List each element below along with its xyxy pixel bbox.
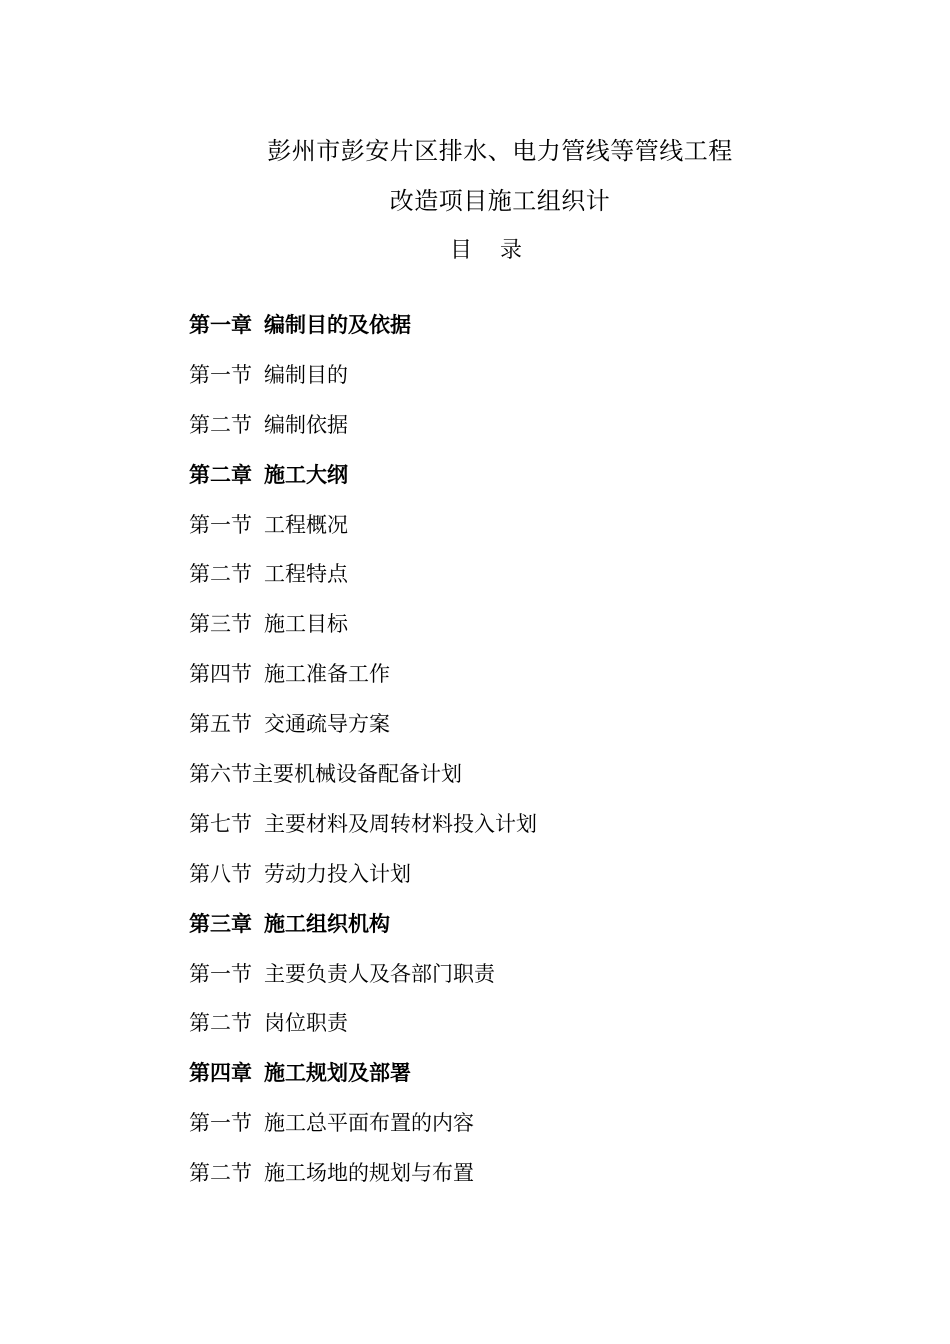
- toc-chapter-4[interactable]: [189, 1058, 889, 1108]
- toc-item-title: 岗位职责: [264, 1011, 348, 1036]
- toc-item-number: 第一节: [189, 512, 252, 537]
- document-title-line-2: 改造项目施工组织计: [389, 187, 611, 215]
- toc-section-3-2[interactable]: [189, 1008, 889, 1058]
- toc-section-2-5[interactable]: [189, 709, 889, 759]
- toc-chapter-3[interactable]: [189, 909, 889, 959]
- toc-chapter-2[interactable]: [189, 460, 889, 510]
- toc-item-number: 第五节: [189, 712, 252, 737]
- toc-item-title: 施工总平面布置的内容: [264, 1111, 474, 1136]
- toc-item-title: 施工组织机构: [264, 910, 390, 936]
- toc-section-2-3[interactable]: [189, 609, 889, 659]
- toc-item-number: 第一章: [189, 312, 252, 337]
- toc-item-number: 第三章: [189, 910, 252, 936]
- toc-item-title: 编制目的及依据: [264, 312, 411, 337]
- toc-item-title: 交通疏导方案: [264, 712, 390, 737]
- toc-item-number: 第七节: [189, 811, 252, 836]
- toc-heading: 目录: [449, 238, 550, 263]
- toc-item-number: 第三节: [189, 612, 252, 637]
- toc-item-number: 第四节: [189, 662, 252, 687]
- toc-item-title: 劳动力投入计划: [264, 861, 411, 886]
- table-of-contents: [189, 310, 889, 1208]
- toc-item-title: 工程特点: [264, 562, 348, 587]
- document-title-line-1: 彭州市彭安片区排水、电力管线等管线工程: [267, 137, 733, 165]
- toc-item-number: 第二章: [189, 461, 252, 487]
- toc-item-number: 第四章: [189, 1060, 252, 1086]
- toc-section-4-1[interactable]: [189, 1108, 889, 1158]
- toc-section-2-1[interactable]: [189, 510, 889, 560]
- toc-item-number: 第一节: [189, 1111, 252, 1136]
- toc-item-number: 第二节: [189, 412, 252, 437]
- toc-item-number: 第六节主要机械设备配备计划: [189, 762, 462, 787]
- toc-item-number: 第八节: [189, 861, 252, 886]
- toc-section-2-4[interactable]: [189, 659, 889, 709]
- toc-section-2-6[interactable]: [189, 759, 889, 809]
- toc-item-title: 施工目标: [264, 612, 348, 637]
- toc-section-3-1[interactable]: [189, 959, 889, 1009]
- toc-item-title: 主要材料及周转材料投入计划: [264, 811, 537, 836]
- toc-item-title: 施工大纲: [264, 461, 348, 487]
- toc-item-title: 主要负责人及各部门职责: [264, 961, 495, 986]
- toc-section-2-8[interactable]: [189, 859, 889, 909]
- toc-item-number: 第二节: [189, 1011, 252, 1036]
- toc-section-1-2[interactable]: [189, 410, 889, 460]
- toc-item-number: 第一节: [189, 961, 252, 986]
- toc-chapter-1[interactable]: [189, 310, 889, 360]
- toc-item-number: 第二节: [189, 562, 252, 587]
- toc-section-1-1[interactable]: [189, 360, 889, 410]
- toc-item-title: 施工场地的规划与布置: [264, 1161, 474, 1186]
- toc-item-title: 编制依据: [264, 412, 348, 437]
- toc-item-number: 第一节: [189, 362, 252, 387]
- toc-item-title: 施工规划及部署: [264, 1060, 411, 1086]
- toc-item-number: 第二节: [189, 1161, 252, 1186]
- toc-section-4-2[interactable]: [189, 1158, 889, 1208]
- toc-item-title: 编制目的: [264, 362, 348, 387]
- toc-section-2-7[interactable]: [189, 809, 889, 859]
- toc-item-title: 工程概况: [264, 512, 348, 537]
- toc-item-title: 施工准备工作: [264, 662, 390, 687]
- toc-section-2-2[interactable]: [189, 559, 889, 609]
